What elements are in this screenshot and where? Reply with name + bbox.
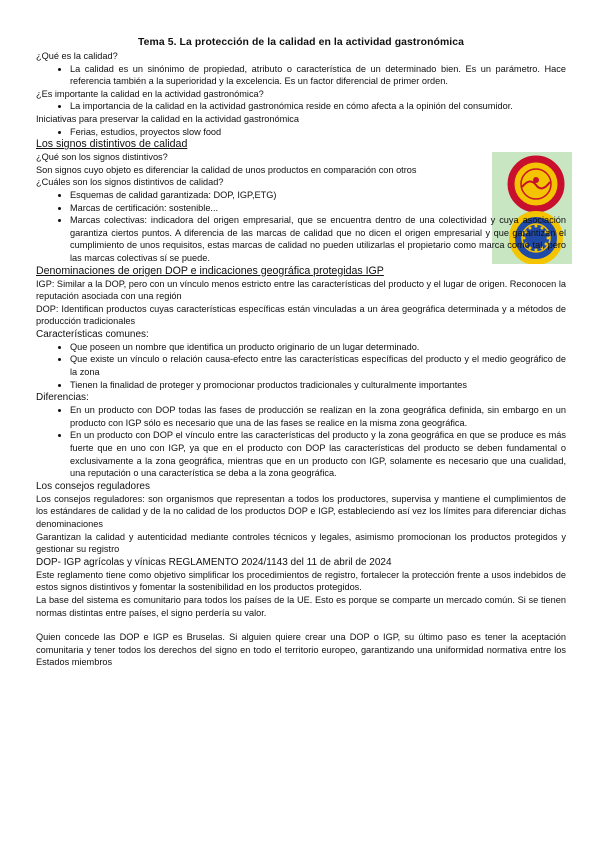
list-diferencias (36, 404, 566, 480)
spacer (36, 619, 566, 631)
paragraph-igp: IGP: Similar a la DOP, pero con un vínculo menos estricto entre las características del producto y el lugar de origen. Reconocen la reputación asociada con una región (36, 278, 566, 302)
section-heading-signos: Los signos distintivos de calidad (36, 138, 188, 151)
list-importance (36, 100, 566, 113)
list-item: • Tienen la finalidad de proteger y promocionar productos tradicionales y culturalmente importantes (70, 379, 566, 392)
paragraph-reglamento-3: Quien concede las DOP e IGP es Bruselas. Si alguien quiere crear una DOP o IGP, su último paso es tener la aceptación comunitaria y tener todos los derechos del signo en todo el territorio europeo, garantizando una uniformidad normativa entre los Estados miembros (36, 632, 566, 668)
page-title: Tema 5. La protección de la calidad en la actividad gastronómica (137, 37, 465, 48)
list-comunes (36, 341, 566, 391)
list-item: • La importancia de la calidad en la actividad gastronómica reside en cómo afecta a la opinión del consumidor. (70, 100, 566, 113)
subheading-diferencias: Diferencias: (36, 392, 89, 404)
list-item: • En un producto con DOP el vínculo entre las características del producto y la zona geográfica en que se produce es más fuerte que en uno con IGP, ya que en el producto con DOP las características del producto se deben fundamental o exclusivamente a la zona geográfica, mientras que en un producto con IGP, solamente es necesario que una cualidad, una reputación o una característica se deba a la zona geográfica. (70, 429, 566, 479)
question-what-is-quality: ¿Qué es la calidad? (36, 51, 118, 61)
list-signos (36, 189, 566, 265)
subheading-comunes: Características comunes: (36, 328, 149, 340)
answer-signos: Son signos cuyo objeto es diferenciar la calidad de unos productos en comparación con otros (36, 164, 417, 175)
question-importance: ¿Es importante la calidad en la actividad gastronómica? (36, 88, 264, 99)
list-initiatives (36, 126, 566, 139)
list-item: • En un producto con DOP todas las fases de producción se realizan en la zona geográfica definida, sin embargo en un producto con IGP sólo es necesario que una de las fases se realice en la misma zona geográfica. (70, 404, 566, 429)
paragraph-reglamento-2: La base del sistema es comunitario para todos los países de la UE. Esto es porque se comparte un mercado común. Si se tienen normas distintas entre países, el signo perdería su valor. (36, 594, 566, 618)
list-item: • Ferias, estudios, proyectos slow food (70, 126, 566, 139)
list-item: • Esquemas de calidad garantizada: DOP, IGP,ETG) (70, 189, 566, 202)
list-item: • Marcas colectivas: indicadora del origen empresarial, que se encuentra dentro de una colectividad y cuya asociación garantiza ciertos puntos. A diferencia de las marcas de calidad que no dicen el origen empresarial y que garantizan el cumplimiento de unos requisitos, estas marcas de calidad no pueden utilizarlas el propietario como marca como tal, pero las marcas colectivas sí se puede. (70, 214, 566, 264)
section-heading-reglamento: DOP- IGP agrícolas y vínicas REGLAMENTO 2024/1143 del 11 de abril de 2024 (36, 556, 392, 568)
paragraph-consejos-1: Los consejos reguladores: son organismos que representan a todos los productores, supervisa y mantiene el cumplimientos de los estándares de calidad y de la no calidad de los productos DOP e IGP, estableciendo así vez los límites para diferenciar dichas denominaciones (36, 493, 566, 529)
initiatives-heading: Iniciativas para preservar la calidad en la actividad gastronómica (36, 113, 300, 124)
list-item: • La calidad es un sinónimo de propiedad, atributo o característica de un determinado bien. Es un parámetro. Hace referencia también a la superioridad y la excelencia. Es un factor diferencial de primer orden. (70, 63, 566, 88)
list-item: • Que existe un vínculo o relación causa-efecto entre las características específicas del producto y el medio geográfico de la zona (70, 353, 566, 378)
paragraph-dop: DOP: Identifican productos cuyas características específicas están vinculadas a un área geográfica determinada y a métodos de producción tradicionales (36, 303, 566, 327)
document-body (36, 36, 566, 669)
list-what-is-quality (36, 63, 566, 88)
section-heading-dop: Denominaciones de origen DOP e indicaciones geográfica protegidas IGP (36, 264, 384, 277)
question-signos: ¿Qué son los signos distintivos? (36, 152, 168, 163)
section-heading-consejos: Los consejos reguladores (36, 480, 150, 492)
list-item: • Marcas de certificación: sostenible... (70, 202, 566, 215)
paragraph-consejos-2: Garantizan la calidad y autenticidad mediante controles técnicos y legales, asimismo promocionan los productos protegidos y gestionar su registro (36, 531, 566, 555)
list-item: • Que poseen un nombre que identifica un producto originario de un lugar determinado. (70, 341, 566, 354)
question-cuales: ¿Cuáles son los signos distintivos de calidad? (36, 177, 224, 188)
paragraph-reglamento-1: Este reglamento tiene como objetivo simplificar los procedimientos de registro, fortalecer la protección frente a usos indebidos de estos signos distintivos y fomentar la sostenibilidad en los productos protegidos. (36, 569, 566, 593)
